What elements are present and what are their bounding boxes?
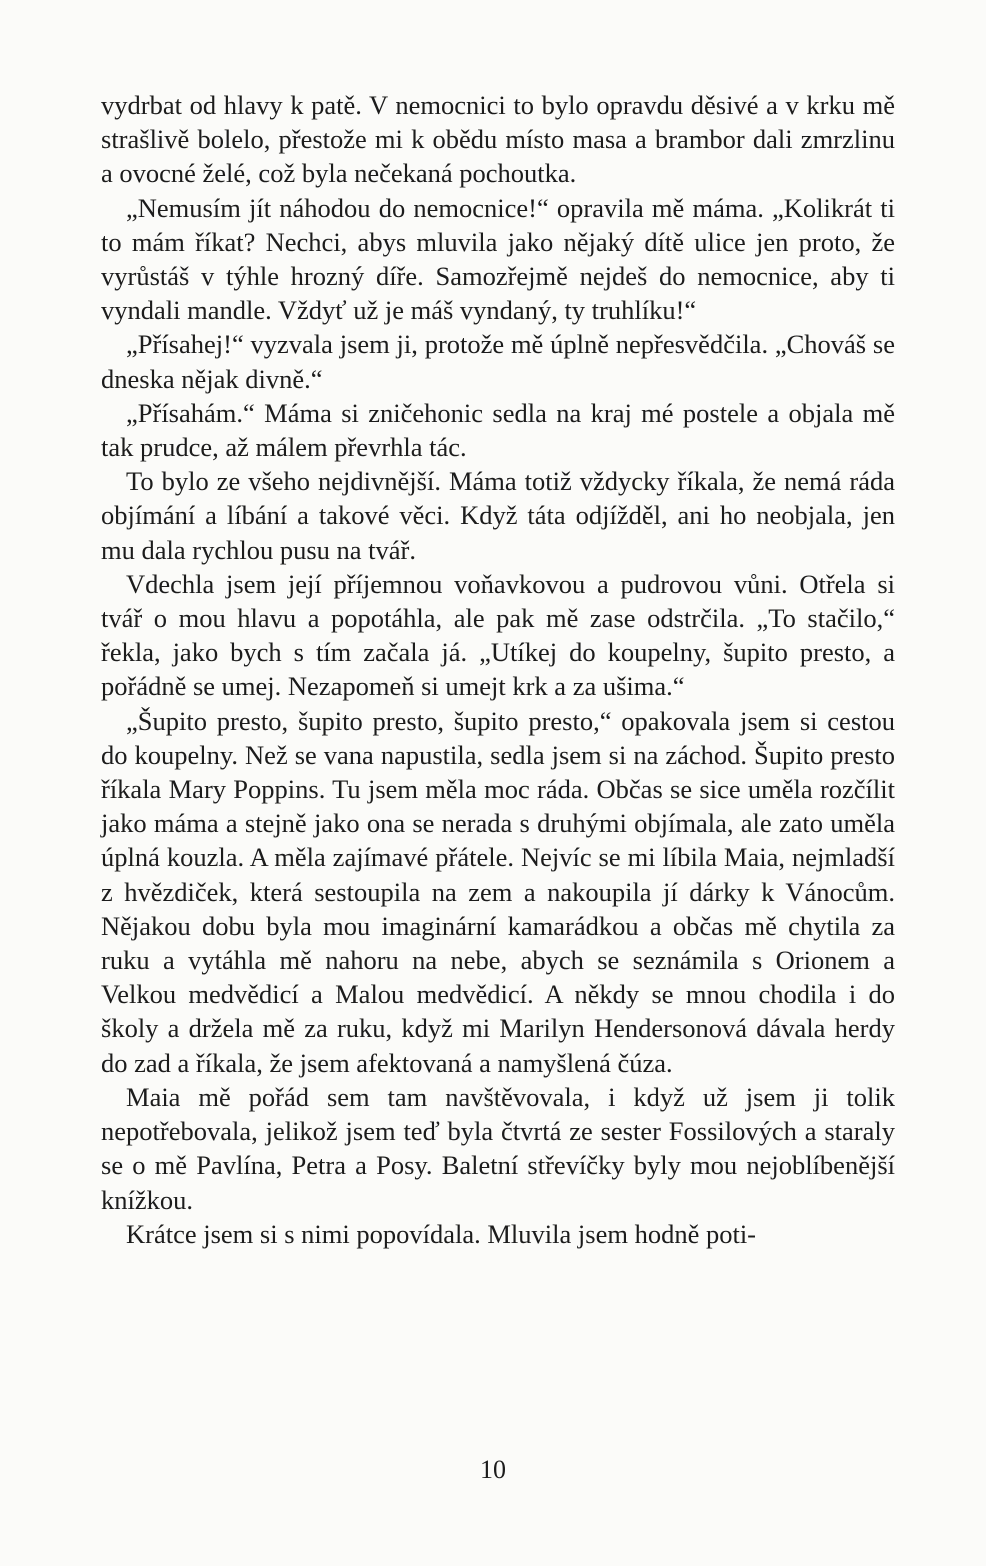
page-number: 10 xyxy=(480,1455,506,1484)
paragraph: „Nemusím jít náhodou do nemocnice!“ opravila mě máma. „Kolikrát ti to mám říkat? Nechci, abys mluvila jako nějaký dítě ulice jen proto, že vyrůstáš v týhle hrozný díře. Samozřejmě nejdeš do nemocnice, aby ti vyndali mandle. Vždyť už je máš vyndaný, ty truhlíku!“ xyxy=(101,192,895,326)
paragraph: Vdechla jsem její příjemnou voňavkovou a pudrovou vůni. Otřela si tvář o mou hlavu a popotáhla, ale pak mě zase odstrčila. „To stačilo,“ řekla, jako bych s tím začala já. „Utíkej do koupelny, šupito presto, a pořádně se umej. Nezapomeň si umejt krk a za ušima.“ xyxy=(101,568,895,702)
paragraph: Krátce jsem si s nimi popovídala. Mluvila jsem hodně poti- xyxy=(126,1218,757,1249)
paragraph: „Šupito presto, šupito presto, šupito presto,“ opakovala jsem si cestou do koupelny. Než se vana napustila, sedla jsem si na záchod. Šupito presto říkala Mary Poppins. Tu jsem měla moc ráda. Občas se sice uměla rozčílit jako máma a stejně jako ona se nerada s druhými objímala, ale zato uměla úplná kouzla. A měla zajímavé přátele. Nejvíc se mi líbila Maia, nejmladší z hvězdiček, která sestoupila na zem a nakoupila jí dárky k Vánocům. Nějakou dobu byla mou imaginární kamarádkou a občas mě chytila za ruku a vytáhla mě nahoru na nebe, abych se seznámila s Orionem a Velkou medvědicí a Malou medvědicí. A někdy se mnou chodila i do školy a držela mě za ruku, když mi Marilyn Hendersonová dávala herdy do zad a říkala, že jsem afektovaná a namyšlená čúza. xyxy=(101,705,895,1078)
page-body xyxy=(101,88,895,1251)
paragraph: Maia mě pořád sem tam navštěvovala, i když už jsem ji tolik nepotřebovala, jelikož jsem teď byla čtvrtá ze sester Fossilových a staraly se o mě Pavlína, Petra a Posy. Baletní střevíčky byly mou nejoblíbenější knížkou. xyxy=(101,1081,895,1215)
paragraph: vydrbat od hlavy k patě. V nemocnici to bylo opravdu děsivé a v krku mě strašlivě bolelo, přestože mi k obědu místo masa a brambor dali zmrzlinu a ovocné želé, což byla nečekaná pochoutka. xyxy=(101,90,895,189)
paragraph: „Přísahám.“ Máma si zničehonic sedla na kraj mé postele a objala mě tak prudce, až málem převrhla tác. xyxy=(101,397,895,463)
paragraph: „Přísahej!“ vyzvala jsem ji, protože mě úplně nepřesvědčila. „Chováš se dneska nějak divně.“ xyxy=(101,329,895,394)
paragraph: To bylo ze všeho nejdivnější. Máma totiž vždycky říkala, že nemá ráda objímání a líbání a takové věci. Když táta odjížděl, ani ho neobjala, jen mu dala rychlou pusu na tvář. xyxy=(101,466,895,565)
